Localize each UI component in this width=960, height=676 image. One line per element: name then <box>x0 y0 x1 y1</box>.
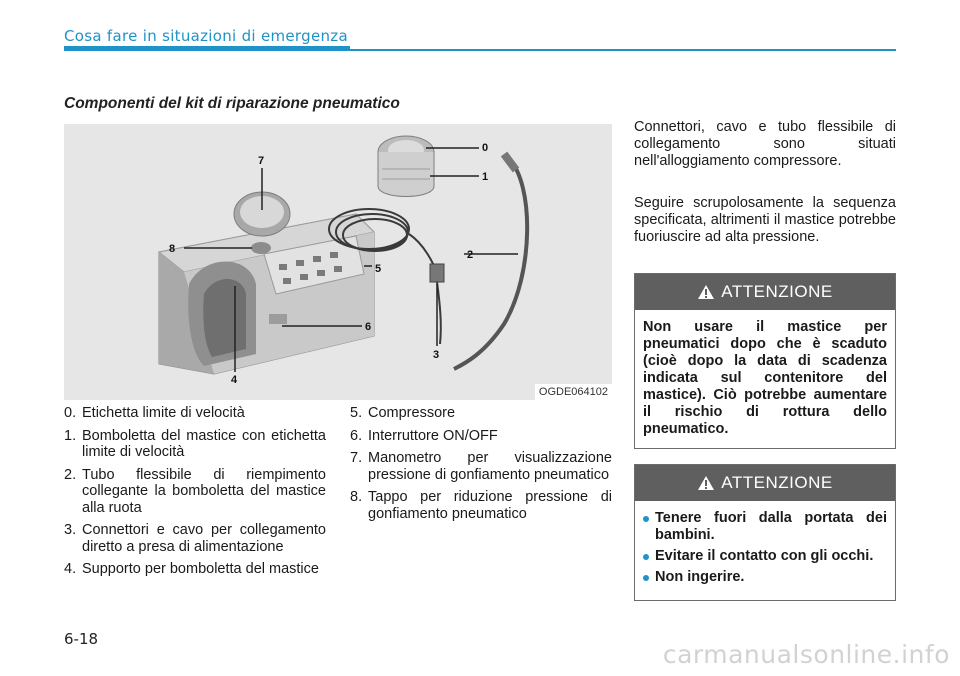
callout-6: 6 <box>365 321 372 333</box>
callout-5: 5 <box>375 263 382 275</box>
legend-right <box>350 405 612 528</box>
legend-item: 0. Etichetta limite di velocità <box>64 405 245 421</box>
legend-item: 3. Connettori e cavo per collegamento diretto a presa di alimentazione <box>64 522 326 555</box>
warning-item: Evitare il contatto con gli occhi. <box>643 548 887 565</box>
legend-left <box>64 405 326 584</box>
page-number: 6-18 <box>64 630 99 648</box>
warning-triangle-icon <box>697 475 715 491</box>
header-rule <box>64 49 896 51</box>
callout-0: 0 <box>482 142 489 154</box>
legend-item: 6. Interruttore ON/OFF <box>350 427 498 444</box>
bullet-icon <box>643 516 649 522</box>
legend-item: 2. Tubo flessibile di riempimento collegante la bomboletta del mastice alla ruota <box>64 466 326 516</box>
callout-2: 2 <box>467 249 474 261</box>
warning-box-safety <box>634 464 896 601</box>
legend-item: 5. Compressore <box>350 405 456 421</box>
section-title: Componenti del kit di riparazione pneumatico <box>64 95 400 112</box>
warning-text: Non usare il mastice per pneumatici dopo che è scaduto (cioè dopo la data di scadenza indicata sul contenitore del mastice). Ciò potrebbe aumentare il rischio di rottura dello pneumatico. <box>643 319 887 437</box>
legend-item: 8. Tappo per riduzione pressione di gonfiamento pneumatico <box>350 489 612 522</box>
bullet-icon <box>643 575 649 581</box>
warning-header <box>635 274 895 310</box>
callout-3: 3 <box>433 349 440 361</box>
legend-item: 7. Manometro per visualizzazione pressione di gonfiamento pneumatico <box>350 450 612 483</box>
repair-kit-drawing <box>64 124 612 400</box>
callout-7: 7 <box>258 155 265 167</box>
warning-heading: ATTENZIONE <box>721 282 833 301</box>
repair-kit-illustration <box>64 124 612 400</box>
bullet-icon <box>643 554 649 560</box>
watermark: carmanualsonline.info <box>662 640 950 669</box>
warning-box-expiry <box>634 273 896 449</box>
side-paragraph-1: Connettori, cavo e tubo flessibile di collegamento sono situati nell'alloggiamento compressore. <box>634 119 896 169</box>
figure-code: OGDE064102 <box>535 384 612 400</box>
warning-triangle-icon <box>697 284 715 300</box>
warning-header <box>635 465 895 501</box>
warning-item: Tenere fuori dalla portata dei bambini. <box>643 510 887 544</box>
warning-heading: ATTENZIONE <box>721 473 833 492</box>
side-paragraph-2: Seguire scrupolosamente la sequenza specificata, altrimenti il mastice potrebbe fuoriuscire ad alta pressione. <box>634 195 896 245</box>
legend-item: 1. Bomboletta del mastice con etichetta limite di velocità <box>64 427 326 460</box>
callout-4: 4 <box>231 374 238 386</box>
chapter-title: Cosa fare in situazioni di emergenza <box>64 27 348 45</box>
callout-1: 1 <box>482 171 489 183</box>
warning-list <box>635 501 895 600</box>
legend-item: 4. Supporto per bomboletta del mastice <box>64 561 319 577</box>
callout-8: 8 <box>169 243 176 255</box>
warning-item: Non ingerire. <box>643 569 887 586</box>
